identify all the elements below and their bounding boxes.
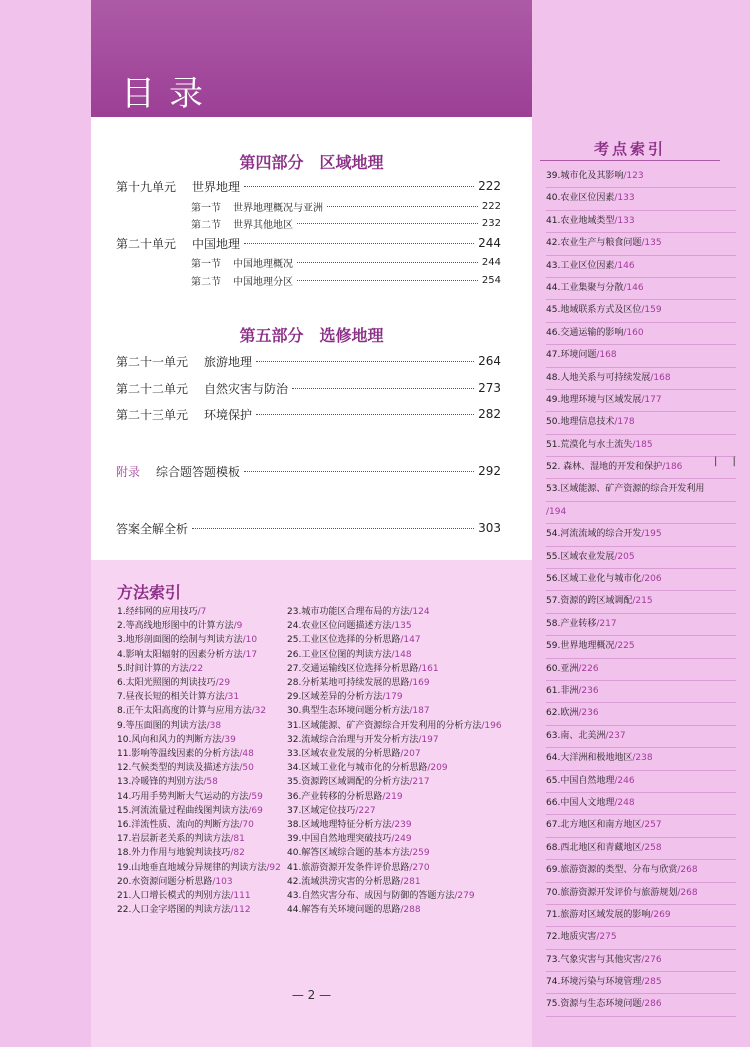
item-text: 51.荒漠化与水土流失 xyxy=(546,439,633,450)
item-page-ref: /236 xyxy=(578,708,599,719)
item-page-ref: /148 xyxy=(391,649,412,660)
list-item[interactable] xyxy=(546,815,736,837)
item-page-ref: /187 xyxy=(409,706,430,717)
list-item[interactable] xyxy=(117,818,281,832)
item-page-ref: /17 xyxy=(242,649,258,660)
list-item[interactable] xyxy=(546,457,736,479)
item-text: 6.太阳光照图的判读技巧 xyxy=(117,678,216,689)
list-item[interactable] xyxy=(546,569,736,591)
item-text: 44.工业集聚与分散 xyxy=(546,282,624,293)
list-item[interactable] xyxy=(546,233,736,255)
item-page-ref: /159 xyxy=(641,305,662,316)
item-text: 10.风向和风力的判断方法 xyxy=(117,734,222,745)
item-text: 8.正午太阳高度的计算与应用方法 xyxy=(117,706,252,717)
item-page-ref: /219 xyxy=(382,791,403,802)
item-text: 70.旅游资源开发评价与旅游规划 xyxy=(546,887,678,898)
item-text: 49.地理环境与区域发展 xyxy=(546,394,642,405)
item-page-ref: /197 xyxy=(418,734,439,745)
list-item[interactable] xyxy=(546,479,736,501)
item-text: 73.气象灾害与其他灾害 xyxy=(546,954,642,965)
method-index-right xyxy=(287,605,502,917)
list-item[interactable] xyxy=(546,636,736,658)
list-item[interactable] xyxy=(287,747,502,761)
item-text: 19.山地垂直地域分异规律的判读方法 xyxy=(117,862,267,873)
list-item[interactable] xyxy=(287,875,502,889)
item-text: 29.区域差异的分析方法 xyxy=(287,692,383,703)
list-item[interactable] xyxy=(117,790,281,804)
item-text: 18.外力作用与地貌判读技巧 xyxy=(117,848,231,859)
list-item[interactable] xyxy=(117,903,281,917)
page-title: 目录 xyxy=(121,74,217,114)
item-page-ref: /22 xyxy=(188,663,204,674)
item-text: 71.旅游对区域发展的影响 xyxy=(546,909,651,920)
item-text: 61.非洲 xyxy=(546,685,579,696)
list-item[interactable] xyxy=(117,861,281,875)
item-page-ref: /111 xyxy=(230,891,251,902)
item-page-ref: /146 xyxy=(614,260,635,271)
item-page-ref: /161 xyxy=(418,663,439,674)
item-text: 11.影响等温线因素的分析方法 xyxy=(117,749,240,760)
list-item[interactable] xyxy=(117,747,281,761)
item-text: 45.地域联系方式及区位 xyxy=(546,305,642,316)
list-item[interactable] xyxy=(117,648,281,662)
toc-row[interactable]: 第二节 中国地理分区 254 xyxy=(191,272,501,288)
list-item[interactable] xyxy=(117,889,281,903)
list-item[interactable] xyxy=(546,368,736,390)
list-item[interactable] xyxy=(287,662,502,676)
toc-row[interactable]: 第二十单元 中国地理 244 xyxy=(116,236,501,251)
item-page-ref: /50 xyxy=(239,763,254,774)
part-title: 第五部分 选修地理 xyxy=(239,326,384,345)
item-page-ref: /276 xyxy=(641,954,662,965)
list-item[interactable] xyxy=(546,390,736,412)
margin-marks: | | xyxy=(714,456,742,467)
item-text: 12.气候类型的判读及描述方法 xyxy=(117,763,240,774)
item-text: 41.农业地域类型 xyxy=(546,215,615,226)
item-text: 31.区域能源、矿产资源综合开发利用的分析方法 xyxy=(287,720,482,731)
list-item[interactable] xyxy=(546,300,736,322)
list-item[interactable] xyxy=(546,435,736,457)
item-text: 42.农业生产与粮食问题 xyxy=(546,238,642,249)
item-page-ref: /207 xyxy=(400,749,421,760)
list-item[interactable] xyxy=(117,775,281,789)
item-page-ref: /32 xyxy=(251,706,267,717)
list-item[interactable] xyxy=(117,690,281,704)
item-page-ref: /82 xyxy=(230,848,245,859)
item-text: 30.典型生态环境问题分析方法 xyxy=(287,706,410,717)
item-page-ref: /133 xyxy=(614,215,635,226)
list-item[interactable] xyxy=(546,323,736,345)
list-item[interactable] xyxy=(117,846,281,860)
item-text: 62.欧洲 xyxy=(546,708,579,719)
item-text: 39.中国自然地理突破技巧 xyxy=(287,834,392,845)
item-text: 20.水资源问题分析思路 xyxy=(117,876,213,887)
item-page-ref: /226 xyxy=(578,663,599,674)
item-text: 35.资源跨区域调配的分析方法 xyxy=(287,777,410,788)
item-text: 63.南、北美洲 xyxy=(546,730,606,741)
list-item[interactable] xyxy=(287,690,502,704)
item-page-ref: /112 xyxy=(230,905,251,916)
item-text: 43.自然灾害分布、成因与防御的答题方法 xyxy=(287,891,455,902)
list-item[interactable] xyxy=(287,676,502,690)
item-text: 55.区域农业发展 xyxy=(546,551,615,562)
list-item[interactable] xyxy=(117,605,281,619)
list-item[interactable] xyxy=(546,278,736,300)
kaodian-index-title: 考点索引 xyxy=(593,140,666,158)
list-item[interactable] xyxy=(117,619,281,633)
item-page-ref: /288 xyxy=(400,905,421,916)
item-page-ref: /258 xyxy=(641,842,662,853)
list-item[interactable] xyxy=(117,832,281,846)
list-item[interactable] xyxy=(287,648,502,662)
item-page-ref: /168 xyxy=(596,350,617,361)
list-item[interactable] xyxy=(287,733,502,747)
list-item[interactable] xyxy=(287,775,502,789)
item-text: 48.人地关系与可持续发展 xyxy=(546,372,651,383)
toc-row[interactable]: 第二十一单元 旅游地理 264 xyxy=(116,354,501,369)
item-text: 15.河流流量过程曲线图判读方法 xyxy=(117,805,249,816)
list-item[interactable] xyxy=(546,927,736,949)
item-page-ref: /103 xyxy=(212,876,233,887)
item-page-ref: /177 xyxy=(641,394,662,405)
item-page-ref: /248 xyxy=(614,797,635,808)
item-page-ref: /195 xyxy=(641,529,662,540)
item-text: 60.亚洲 xyxy=(546,663,579,674)
item-text: 3.地形剖面图的绘制与判读方法 xyxy=(117,635,243,646)
list-item[interactable] xyxy=(546,972,736,994)
list-item[interactable] xyxy=(287,832,502,846)
item-page-ref: /135 xyxy=(391,621,412,632)
item-text: 2.等高线地形图中的计算方法 xyxy=(117,621,234,632)
item-text: 68.西北地区和青藏地区 xyxy=(546,842,642,853)
item-page-ref: /69 xyxy=(248,805,263,816)
item-page-ref: /147 xyxy=(400,635,421,646)
item-page-ref: /285 xyxy=(641,977,662,988)
page-number: — 2 — xyxy=(291,988,332,1002)
item-page-ref: /270 xyxy=(409,862,430,873)
item-text: 39.城市化及其影响 xyxy=(546,171,624,181)
item-text: 33.区域农业发展的分析思路 xyxy=(287,749,401,760)
toc-row[interactable]: 第二十二单元 自然灾害与防治 273 xyxy=(116,381,501,396)
list-item[interactable] xyxy=(546,166,736,188)
item-page-ref: /281 xyxy=(400,876,421,887)
item-page-ref: /205 xyxy=(614,551,635,562)
item-page-ref: /135 xyxy=(641,238,662,249)
item-page-ref: /275 xyxy=(596,932,617,943)
item-page-ref: /39 xyxy=(221,734,236,745)
item-page-ref: /58 xyxy=(203,777,218,788)
toc-row[interactable]: 第一节 中国地理概况 244 xyxy=(191,254,501,270)
item-page-ref: /123 xyxy=(623,171,644,181)
list-item[interactable] xyxy=(546,838,736,860)
item-text: 57.资源的跨区域调配 xyxy=(546,596,633,607)
item-text: 24.农业区位问题描述方法 xyxy=(287,621,392,632)
item-page-ref: /133 xyxy=(614,193,635,204)
list-item[interactable] xyxy=(287,889,502,903)
item-text: 56.区域工业化与城市化 xyxy=(546,574,642,585)
item-page-ref: /236 xyxy=(578,685,599,696)
list-item[interactable] xyxy=(287,790,502,804)
toc-row-appendix[interactable]: 附录 综合题答题模板 292 xyxy=(116,464,501,479)
item-text: 59.世界地理概况 xyxy=(546,641,615,652)
item-page-ref: /124 xyxy=(409,607,430,617)
list-item[interactable] xyxy=(117,704,281,718)
list-item[interactable] xyxy=(546,659,736,681)
list-item[interactable] xyxy=(287,903,502,917)
item-text: 4.影响太阳辐射的因素分析方法 xyxy=(117,649,243,660)
item-text: 50.地理信息技术 xyxy=(546,417,615,428)
item-page-ref: /217 xyxy=(596,618,617,629)
list-item[interactable] xyxy=(546,502,736,524)
item-text: 25.工业区位选择的分析思路 xyxy=(287,635,401,646)
list-item[interactable] xyxy=(546,256,736,278)
item-page-ref: /185 xyxy=(632,439,653,450)
list-item[interactable] xyxy=(546,412,736,434)
item-page-ref: /206 xyxy=(641,574,662,585)
list-item[interactable] xyxy=(546,614,736,636)
list-item[interactable] xyxy=(287,818,502,832)
item-text: 13.冷暖锋的判别方法 xyxy=(117,777,204,788)
item-text: 37.区域定位技巧 xyxy=(287,805,356,816)
list-item[interactable] xyxy=(546,681,736,703)
toc-row[interactable]: 第十九单元 世界地理 222 xyxy=(116,179,501,194)
item-text: 41.旅游资源开发条件评价思路 xyxy=(287,862,410,873)
item-text: 75.资源与生态环境问题 xyxy=(546,999,642,1010)
list-item[interactable] xyxy=(546,994,736,1016)
item-page-ref: /9 xyxy=(233,621,243,632)
item-text: 47.环境问题 xyxy=(546,350,597,361)
list-item[interactable] xyxy=(546,883,736,905)
item-text: 26.工业区位图的判读方法 xyxy=(287,649,392,660)
list-item[interactable] xyxy=(287,619,502,633)
list-item[interactable] xyxy=(117,676,281,690)
item-page-ref: /48 xyxy=(239,749,254,760)
item-text: 40.农业区位因素 xyxy=(546,193,615,204)
item-text: 44.解答有关环境问题的思路 xyxy=(287,905,401,916)
list-item[interactable] xyxy=(117,719,281,733)
list-item[interactable] xyxy=(546,748,736,770)
list-item[interactable] xyxy=(287,861,502,875)
item-text: 14.巧用手势判断大气运动的方法 xyxy=(117,791,249,802)
list-item[interactable] xyxy=(287,719,502,733)
item-text: 42.流域洪涝灾害的分析思路 xyxy=(287,876,401,887)
list-item[interactable] xyxy=(287,605,502,619)
item-text: 1.经纬网的应用技巧 xyxy=(117,607,198,617)
list-item[interactable] xyxy=(117,761,281,775)
item-page-ref: /239 xyxy=(391,820,412,831)
list-item[interactable] xyxy=(287,846,502,860)
list-item[interactable] xyxy=(117,633,281,647)
table-of-contents xyxy=(91,117,532,560)
item-page-ref: /70 xyxy=(239,820,254,831)
list-item[interactable] xyxy=(546,726,736,748)
item-page-ref: /259 xyxy=(409,848,430,859)
item-text: 7.昼夜长短的相关计算方法 xyxy=(117,692,225,703)
list-item[interactable] xyxy=(546,771,736,793)
kaodian-divider xyxy=(540,160,720,161)
list-item[interactable] xyxy=(546,703,736,725)
item-text: 58.产业转移 xyxy=(546,618,597,629)
list-item[interactable] xyxy=(287,804,502,818)
list-item[interactable] xyxy=(287,761,502,775)
item-page-ref: /169 xyxy=(409,678,430,689)
method-index-title: 方法索引 xyxy=(117,583,182,602)
item-text: 5.时间计算的方法 xyxy=(117,663,189,674)
item-text: 21.人口增长模式的判别方法 xyxy=(117,891,231,902)
item-text: 72.地质灾害 xyxy=(546,932,597,943)
item-page-ref: /238 xyxy=(632,753,653,764)
list-item[interactable] xyxy=(546,547,736,569)
list-item[interactable] xyxy=(546,345,736,367)
item-text: 74.环境污染与环境管理 xyxy=(546,977,642,988)
item-text: 67.北方地区和南方地区 xyxy=(546,820,642,831)
list-item[interactable] xyxy=(117,733,281,747)
item-page-ref: /160 xyxy=(623,327,644,338)
part-title: 第四部分 区域地理 xyxy=(239,153,384,172)
item-text: 64.大洋洲和极地地区 xyxy=(546,753,633,764)
item-text: 66.中国人文地理 xyxy=(546,797,615,808)
item-page-ref: /92 xyxy=(266,862,281,873)
item-page-ref: /59 xyxy=(248,791,263,802)
item-text: 65.中国自然地理 xyxy=(546,775,615,786)
list-item[interactable] xyxy=(546,860,736,882)
toc-row[interactable]: 第一节 世界地理概况与亚洲 222 xyxy=(191,198,501,214)
item-text: 17.岩层新老关系的判读方法 xyxy=(117,834,231,845)
item-text: 16.洋流性质、流向的判断方法 xyxy=(117,820,240,831)
item-page-ref: /268 xyxy=(677,887,698,898)
method-index-left xyxy=(117,605,281,917)
item-page-ref: /168 xyxy=(650,372,671,383)
item-page-ref: /146 xyxy=(623,282,644,293)
toc-row-answers[interactable]: 答案全解全析 303 xyxy=(116,521,501,536)
item-page-ref: /10 xyxy=(242,635,258,646)
item-page-ref: /31 xyxy=(224,692,240,703)
item-page-ref: /225 xyxy=(614,641,635,652)
list-item[interactable] xyxy=(546,188,736,210)
item-page-ref: /249 xyxy=(391,834,412,845)
list-item[interactable] xyxy=(117,875,281,889)
item-text: 38.区域地理特征分析方法 xyxy=(287,820,392,831)
item-page-ref: /246 xyxy=(614,775,635,786)
item-page-ref: /7 xyxy=(197,607,207,617)
item-page-ref: /194 xyxy=(546,506,567,517)
item-page-ref: /217 xyxy=(409,777,430,788)
kaodian-index-list xyxy=(546,166,736,1017)
item-page-ref: /38 xyxy=(206,720,222,731)
item-page-ref: /215 xyxy=(632,596,653,607)
list-item[interactable] xyxy=(546,211,736,233)
item-page-ref: /269 xyxy=(650,909,671,920)
list-item[interactable] xyxy=(546,793,736,815)
item-text: 36.产业转移的分析思路 xyxy=(287,791,383,802)
item-text: 34.区域工业化与城市化的分析思路 xyxy=(287,763,428,774)
item-page-ref: /179 xyxy=(382,692,403,703)
list-item[interactable] xyxy=(546,524,736,546)
item-text: 9.等压面图的判读方法 xyxy=(117,720,207,731)
item-text: 46.交通运输的影响 xyxy=(546,327,624,338)
item-page-ref: /237 xyxy=(605,730,626,741)
item-text: 23.城市功能区合理布局的方法 xyxy=(287,607,410,617)
list-item[interactable] xyxy=(287,633,502,647)
toc-row[interactable]: 第二节 世界其他地区 232 xyxy=(191,215,501,231)
item-text: 32.流域综合治理与开发分析方法 xyxy=(287,734,419,745)
item-page-ref: /196 xyxy=(481,720,502,731)
item-text: 53.区域能源、矿产资源的综合开发利用 xyxy=(546,484,705,495)
item-text: 54.河流流域的综合开发 xyxy=(546,529,642,540)
list-item[interactable] xyxy=(117,804,281,818)
item-page-ref: /227 xyxy=(355,805,376,816)
list-item[interactable] xyxy=(546,950,736,972)
item-text: 27.交通运输线区位选择分析思路 xyxy=(287,663,419,674)
item-page-ref: /186 xyxy=(662,462,683,473)
list-item[interactable] xyxy=(546,905,736,927)
item-text: 40.解答区域综合题的基本方法 xyxy=(287,848,410,859)
item-page-ref: /81 xyxy=(230,834,245,845)
item-text: 52. 森林、湿地的开发和保护 xyxy=(546,462,663,473)
item-text: 43.工业区位因素 xyxy=(546,260,615,271)
header-banner xyxy=(91,0,532,117)
item-page-ref: /29 xyxy=(215,678,231,689)
item-page-ref: /286 xyxy=(641,999,662,1010)
list-item[interactable] xyxy=(287,704,502,718)
list-item[interactable] xyxy=(546,591,736,613)
item-page-ref: /209 xyxy=(427,763,448,774)
item-text: 28.分析某地可持续发展的思路 xyxy=(287,678,410,689)
item-page-ref: /279 xyxy=(454,891,475,902)
toc-row[interactable]: 第二十三单元 环境保护 282 xyxy=(116,407,501,422)
item-page-ref: /178 xyxy=(614,417,635,428)
item-page-ref: /257 xyxy=(641,820,662,831)
list-item[interactable] xyxy=(117,662,281,676)
item-page-ref: /268 xyxy=(677,865,698,876)
item-text: 22.人口金字塔图的判读方法 xyxy=(117,905,231,916)
item-text: 69.旅游资源的类型、分布与欣赏 xyxy=(546,865,678,876)
